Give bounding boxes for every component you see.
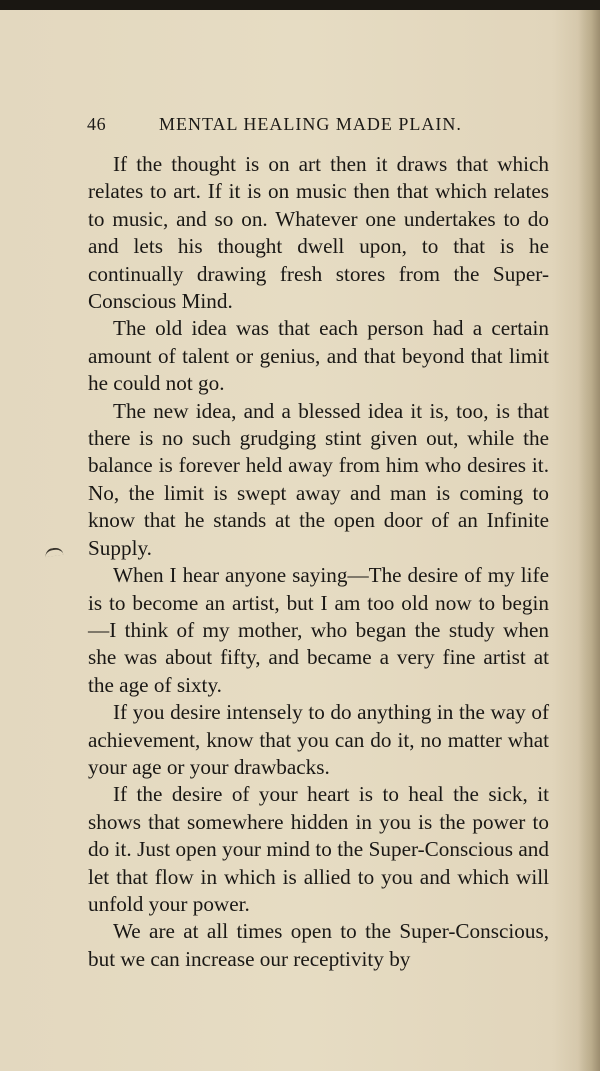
paragraph: If the desire of your heart is to heal the sick, it shows that somewhere hidden in you is the power to do it. Just open your mind to the Super-Conscious and let that flow in which is allied to you and which will unfold your power. [88,782,549,916]
paragraph: The old idea was that each person had a certain amount of talent or genius, and that beyond that limit he could not go. [88,316,549,396]
paragraph: We are at all times open to the Super-Conscious, but we can increase our receptivity by [88,919,549,971]
paragraph: When I hear anyone saying—The desire of my life is to become an artist, but I am too old now to begin—I think of my mother, who began the study when she was about fifty, and became a very fine artist at the age of sixty. [88,563,549,697]
paragraph: If you desire intensely to do anything in the way of achievement, know that you can do it, no matter what your age or your drawbacks. [88,700,549,779]
paragraph: If the thought is on art then it draws that which relates to art. If it is on music then that which relates to music, and so on. Whatever one undertakes to do and lets his thought dwell upon, to that is he continually drawing fresh stores from the Super-Conscious Mind. [88,152,549,314]
scan-top-edge [0,0,600,10]
running-head: MENTAL HEALING MADE PLAIN. [159,114,462,134]
page-number: 46 [87,114,107,134]
page-body [88,151,549,973]
paragraph: The new idea, and a blessed idea it is, too, is that there is no such grudging stint given out, while the balance is forever held away from him who desires it. No, the limit is swept away and man is coming to know that he stands at the open door of an Infinite Supply. [88,398,549,560]
page-header [87,114,549,138]
page-gutter-shadow [578,10,600,1071]
